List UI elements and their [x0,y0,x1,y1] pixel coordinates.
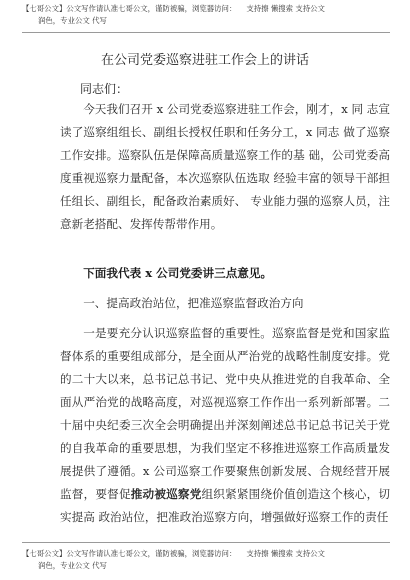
section-heading-1: 一、提高政治站位，把准巡察监督政治方向 [83,296,304,310]
header-banner [22,3,394,27]
footer-banner-text: 【七哥公文】公文写作请认准七哥公文，谨防被骗，浏览器访问： [22,549,237,558]
paragraph-transition: 下面我代表 x 公司党委讲三点意见。 [83,266,273,280]
paragraph-intro: 今天我们召开 x 公司党委巡察进驻工作会，刚才，x 同 志宣读了巡察组组长、副组长授权任职和任务分工，x 同志 做了巡察工作安排。巡察队伍是保障高质量巡察工作的基 础，公司党委高度重视巡察力量配备，本次巡察队伍选取 经验丰富的领导干部担任组长、副组长，配备政治素质好、 专业能力强的巡察人员，注意新老搭配、发挥传帮带作用。 [60,102,390,231]
paragraph-section-1-text: 一是要充分认识巡察监督的重要性。巡察监督是党和国家监督体系的重要组成部分，是全面从严治党的战略性制度安排。党的二十大以来，总书记总书记、党中央从推进党的自我革命、全面从严治党的战略高度，对巡视巡察工作作出一系列新部署。二十届中央纪委三次全会明确提出并深刻阐述总书记总书记关于党的自我革命的重要思想，为我们坚定不移推进巡察工作高质量发展提供了遵循。x 公司巡察工作要聚焦创新发展、合规经营开展监督，要督促 [60,326,390,501]
paragraph-section-1-emphasis: 推动被巡察党 [130,487,202,501]
document-title: 在公司党委巡察进驻工作会上的讲话 [100,53,309,68]
footer-banner [22,548,394,572]
footer-banner-line1 [22,548,394,560]
header-banner-text: 【七哥公文】公文写作请认准七哥公文，谨防被骗，浏览器访问： [22,4,237,13]
paragraph-section-1-text-3: 切实提高 政治站位，把准政治巡察方向，增强做好巡察工作的责任 [60,487,390,524]
header-banner-line2: 润色，专业公文 代写 [38,16,107,25]
paragraph-section-1 [60,322,390,529]
header-divider [22,32,390,33]
footer-divider [22,542,390,543]
header-banner-line1 [22,3,394,15]
footer-banner-extra: 支持擦 懒搜索 支持公文 [246,549,325,558]
footer-banner-line2: 润色，专业公文 代写 [38,561,107,570]
paragraph-section-1-text-2: 组织紧紧围绕价值创造这个核心， [201,487,379,501]
header-banner-extra: 支持擦 懒搜索 支持公文 [246,4,325,13]
salutation: 同志们： [80,82,129,96]
